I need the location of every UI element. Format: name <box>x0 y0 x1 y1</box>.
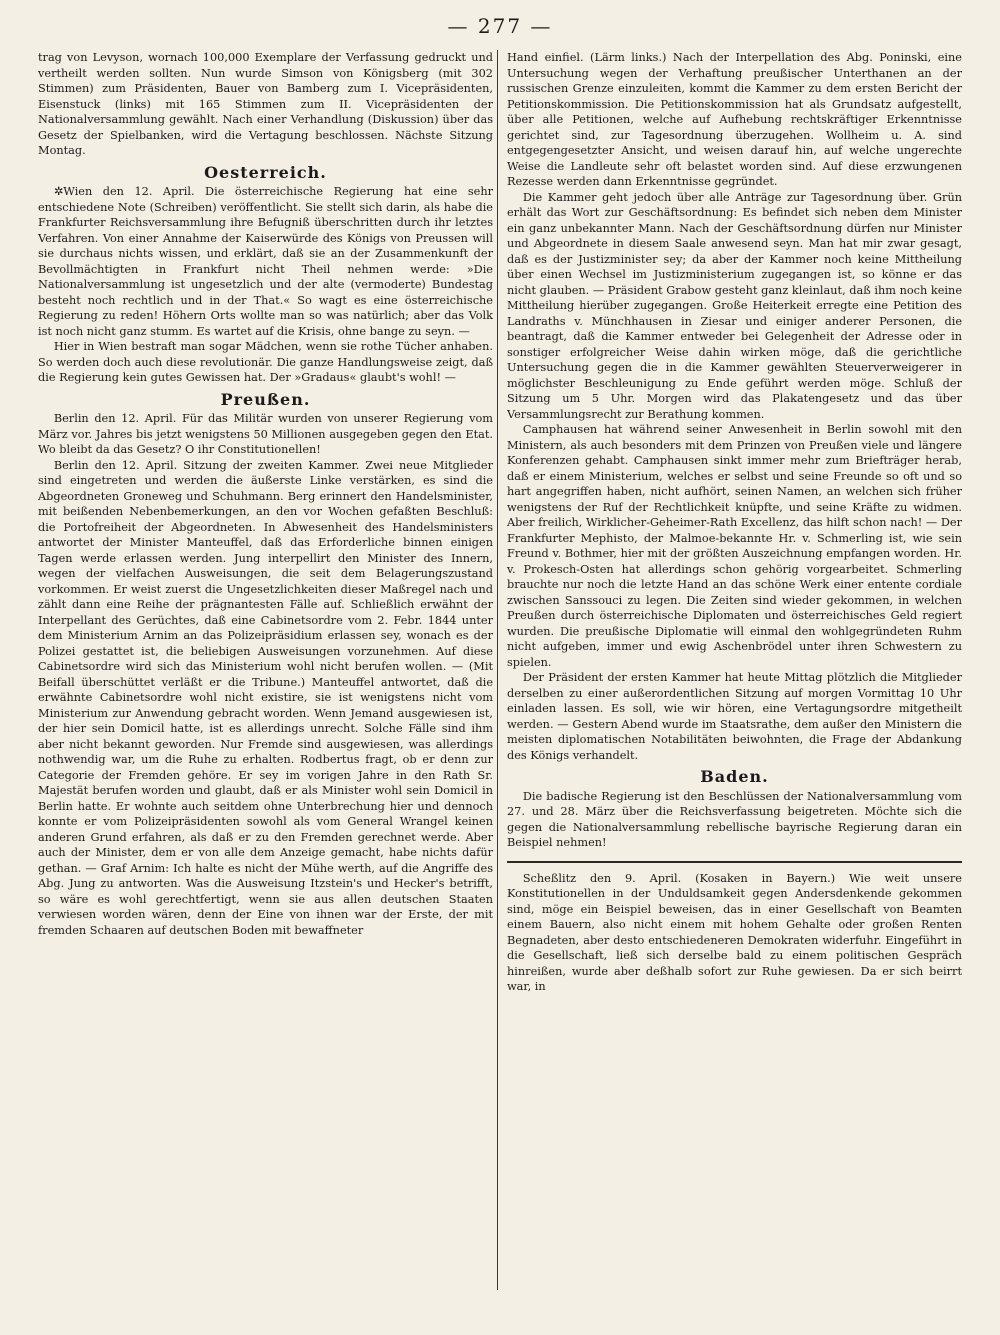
section-heading-preussen: Preußen. <box>220 389 311 409</box>
left-column <box>38 50 493 938</box>
article-paragraph: Hier in Wien bestraft man sogar Mädchen, wenn sie rothe Tücher anhaben. So werden doch auch diese revolutionär. Die ganze Handlungsweise zeigt, daß die Regierung kein gutes Gewissen hat. Der »Gradaus« glaubt's wohl! — <box>38 340 493 384</box>
article-paragraph: Berlin den 12. April. Sitzung der zweiten Kammer. Zwei neue Mitglieder sind eingetreten und werden die äußerste Linke verstärken, es sind die Abgeordneten Groneweg und Schuhmann. Berg erinnert den Handelsminister, mit beißenden Nebenbemerkungen, an den vor Wochen gefaßten Beschluß: die Portofreiheit der Abgeordneten. In Abwesenheit des Handelsministers antwortet der Minister Manteuffel, daß das Erforderliche binnen einigen Tagen werde erlassen werden. Jung interpellirt den Minister des Innern, wegen der vielfachen Ausweisungen, die seit dem Belagerungszustand vorkommen. Er weist zuerst die Ungesetzlichkeiten dieser Maßregel nach und zählt dann eine Reihe der prägnantesten Fälle auf. Schließlich erwähnt der Interpellant des Gerüchtes, daß eine Cabinetsordre vom 2. Febr. 1844 unter dem Ministerium Arnim an das Polizeipräsidium erlassen sey, wonach es der Polizei gestattet ist, die beliebigen Ausweisungen vorzunehmen. Auf diese Cabinetsordre wird sich das Ministerium wohl nicht berufen wollen. — (Mit Beifall überschüttet verläßt er die Tribune.) Manteuffel antwortet, daß die erwähnte Cabinetsordre wohl nicht existire, sie ist wenigstens nicht vom Ministerium zur Anwendung gebracht worden. Wenn Jemand ausgewiesen ist, der hier sein Domicil hatte, ist es allerdings unrecht. Solche Fälle sind ihm aber nicht bekannt geworden. Nur Fremde sind ausgewiesen, was allerdings nothwendig war, um die Ruhe zu erhalten. Rodbertus fragt, ob er denn zur Categorie der Fremden gehöre. Er sey im vorigen Jahre in den Rath Sr. Majestät berufen worden und glaubt, daß er als Minister wohl sein Domicil in Berlin hatte. Er wohnte auch seitdem ohne Unterbrechung hier und dennoch konnte er vom Polizeipräsidenten sowohl als vom General Wrangel keinen anderen Grund erfahren, als daß er zu den Fremden gerechnet werde. Aber auch der Minister, dem er von alle dem Anzeige gemacht, habe nichts dafür gethan. — Graf Arnim: Ich halte es nicht der Mühe werth, auf die Angriffe des Abg. Jung zu antworten. Was die Ausweisung Itzstein's und Hecker's betrifft, so wäre es wohl gerechtfertigt, wenn sie aus allen deutschen Staaten verwiesen worden wären, denn der Eine von ihnen war der Erste, der mit fremden Schaaren auf deutschen Boden mit bewaffneter <box>38 458 493 937</box>
article-paragraph: Die badische Regierung ist den Beschlüssen der Nationalversammlung vom 27. und 28. März über die Reichsverfassung beigetreten. Möchte sich die gegen die Nationalversammlung rebellische bayrische Regierung daran ein Beispiel nehmen! <box>507 789 962 849</box>
right-column <box>507 50 962 995</box>
article-paragraph: Der Präsident der ersten Kammer hat heute Mittag plötzlich die Mitglieder derselben zu einer außerordentlichen Sitzung auf morgen Vormittag 10 Uhr einladen lassen. Es soll, wie wir hören, eine Vertagungsordre mitgetheilt werden. — Gestern Abend wurde im Staatsrathe, dem außer den Ministern die meisten diplomatischen Notabilitäten beiwohnten, die Frage der Abdankung des Königs verhandelt. <box>507 671 962 762</box>
article-paragraph: Scheßlitz den 9. April. (Kosaken in Bayern.) Wie weit unsere Konstitutionellen in der Unduldsamkeit gegen Andersdenkende gekommen sind, möge ein Beispiel beweisen, das in einer Gesellschaft von Beamten einem Bauern, also nicht einem mit hohem Gehalte oder großen Renten Begnadeten, aber desto entschiedeneren Demokraten widerfuhr. Eingeführt in die Gesellschaft, ließ sich derselbe bald zu einem politischen Gespräch hinreißen, wurde aber deßhalb sofort zur Ruhe gewiesen. Da er sich beirrt war, in <box>507 871 962 993</box>
article-paragraph: Berlin den 12. April. Für das Militär wurden von unserer Regierung vom März vor. Jahres bis jetzt wenigstens 50 Millionen ausgegeben gegen den Etat. Wo bleibt da das Gesetz? O ihr Constitutionellen! <box>38 412 493 456</box>
column-divider <box>497 50 498 1290</box>
article-paragraph: ✲Wien den 12. April. Die österreichische Regierung hat eine sehr entschiedene Note (Schreiben) veröffentlicht. Sie stellt sich darin, als habe die Frankfurter Reichsversammlung ihre Befugniß überschritten durch ihr letztes Verfahren. Von einer Annahme der Kaiserwürde des Königs von Preussen will sie durchaus nichts wissen, und erklärt, daß sie an der Zusammenkunft der Bevollmächtigten in Frankfurt nicht Theil nehmen werde: »Die Nationalversammlung ist ungesetzlich und der alte (vermoderte) Bundestag besteht noch rechtlich und in der That.« So wagt es eine österreichische Regierung zu reden! Höhern Orts wollte man so was natürlich; aber das Volk ist noch nicht ganz stumm. Es wartet auf die Krisis, ohne bange zu seyn. — <box>38 185 493 338</box>
article-paragraph: Camphausen hat während seiner Anwesenheit in Berlin sowohl mit den Ministern, als auch besonders mit dem Prinzen von Preußen viele und längere Konferenzen gehabt. Camphausen sinkt immer mehr zum Briefträger herab, daß er einem Ministerium, welches er selbst und seine Freunde so oft und so hart angegriffen haben, nicht aufhört, seinen Namen, an welchen sich früher wenigstens der Ruf der Rechtlichkeit knüpfte, und seine Kräfte zu widmen. Aber freilich, Wirklicher-Geheimer-Rath Excellenz, das hilft schon nach! — Der Frankfurter Mephisto, der Malmoe-bekannte Hr. v. Schmerling ist, wie sein Freund v. Bothmer, hier mit der größten Auszeichnung empfangen worden. Hr. v. Prokesch-Osten hat allerdings schon gehörig vorgearbeitet. Schmerling brauchte nur noch die letzte Hand an das schöne Werk einer entente cordiale zwischen Sanssouci zu legen. Die Zeiten sind wieder gekommen, in welchen Preußen durch österreichische Diplomaten und österreichisches Geld regiert wurden. Die preußische Diplomatie will einmal den wohlgegründeten Ruhm nicht aufgeben, immer und ewig Aschenbrödel unter ihren Schwestern zu spielen. <box>507 423 962 669</box>
article-paragraph: Hand einfiel. (Lärm links.) Nach der Interpellation des Abg. Poninski, eine Untersuchung wegen der Verhaftung preußischer Unterthanen an der russischen Grenze einzuleiten, kommt die Kammer zu dem ersten Bericht der Petitionskommission. Die Petitionskommission hat als Grundsatz aufgestellt, über alle Petitionen, welche auf Aufhebung rechtskräftiger Erkenntnisse gerichtet sind, zur Tagesordnung überzugehen. Wollheim u. A. sind entgegengesetzter Ansicht, und weisen darauf hin, auf welche ungerechte Weise die Landleute sehr oft belastet worden sind. Auf diese erzwungenen Rezesse werden dann Erkenntnisse gegründet. <box>507 51 962 188</box>
page-number: — 277 — <box>447 14 553 38</box>
article-paragraph: Die Kammer geht jedoch über alle Anträge zur Tagesordnung über. Grün erhält das Wort zur Geschäftsordnung: Es befindet sich neben dem Minister ein ganz unbekannter Mann. Nach der Geschäftsordnung dürfen nur Minister und Abgeordnete in diesem Saale anwesend seyn. Man hat mir zwar gesagt, daß es der Justizminister sey; da aber der Kammer noch keine Mittheilung über einen Wechsel im Justizministerium zugegangen ist, so könne er das nicht glauben. — Präsident Grabow gesteht ganz kleinlaut, daß ihm noch keine Mittheilung hierüber zugegangen. Große Heiterkeit erregte eine Petition des Landraths v. Münchhausen in Ziesar und einiger anderer Personen, die beantragt, daß die Kammer entweder bei Gelegenheit der Adresse oder in sonstiger erfolgreicher Weise dahin wirken möge, daß die gerichtliche Untersuchung gegen die in die Kammer gewählten Steuerverweigerer in möglichster Beschleunigung zu Ende geführt werden möge. Schluß der Sitzung um 5 Uhr. Morgen wird das Plakatengesetz und das über Versammlungsrecht zur Berathung kommen. <box>507 190 962 421</box>
section-heading-oesterreich: Oesterreich. <box>204 162 327 182</box>
article-paragraph: trag von Levyson, wornach 100,000 Exemplare der Verfassung gedruckt und vertheilt werden sollten. Nun wurde Simson von Königsberg (mit 302 Stimmen) zum Präsidenten, Bauer von Bamberg zum I. Vicepräsidenten, Eisenstuck (links) mit 165 Stimmen zum II. Vicepräsidenten der Nationalversammlung gewählt. Nach einer Verhandlung (Diskussion) über das Gesetz der Spielbanken, wird die Vertagung beschlossen. Nächste Sitzung Montag. <box>38 51 493 157</box>
section-heading-baden: Baden. <box>700 767 769 786</box>
section-rule <box>507 861 962 863</box>
